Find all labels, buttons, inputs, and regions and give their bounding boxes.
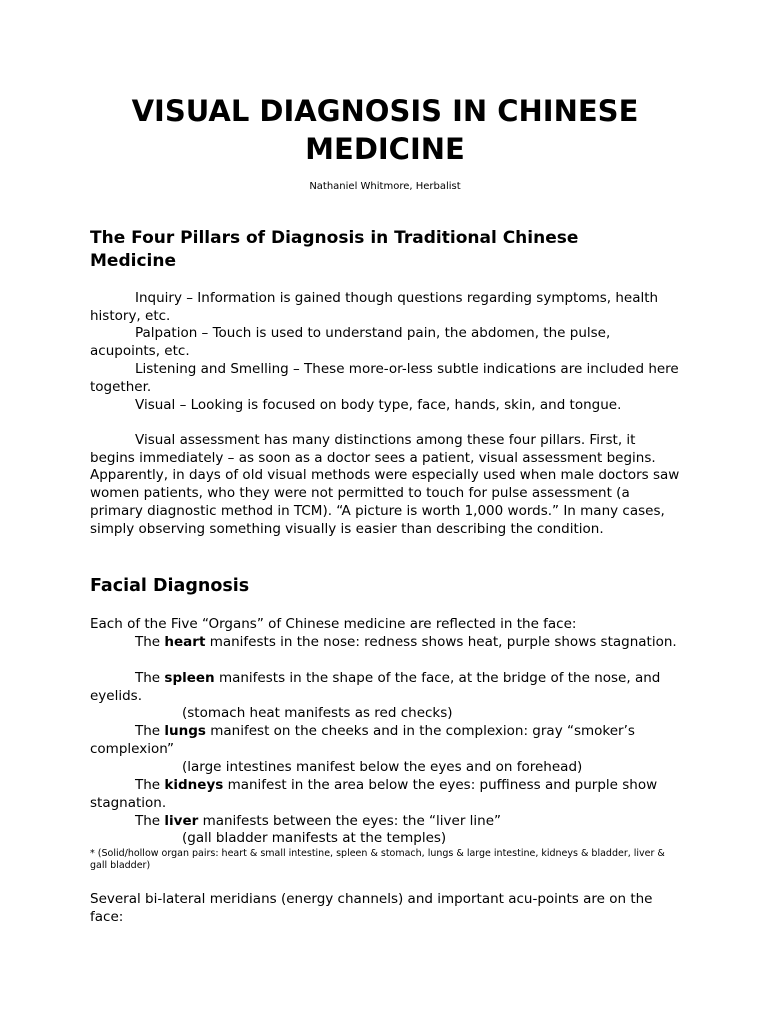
closing-paragraph: Several bi-lateral meridians (energy channels) and important acu-points are on the face: xyxy=(90,891,653,925)
visual-assessment-paragraph: Visual assessment has many distinctions among these four pillars. First, it begins immediately – as soon as a doctor sees a patient, visual assessment begins. Apparently, in days of old visual methods were especially used when male doctors saw women patients, who they were not permitted to touch for pulse assessment (a primary diagnostic method in TCM). “A picture is worth 1,000 words.” In many cases, simply observing something visually is easier than describing the condition. xyxy=(90,432,680,537)
document-page xyxy=(90,0,680,1024)
pillar-listening-smelling: Listening and Smelling – These more-or-less subtle indications are included here together. xyxy=(90,361,679,395)
organ-kidneys: The kidneys manifest in the area below the eyes: puffiness and purple show stagnation. xyxy=(90,777,658,811)
pillar-visual: Visual – Looking is focused on body type, face, hands, skin, and tongue. xyxy=(135,397,622,413)
organ-liver: The liver manifests between the eyes: the “liver line” xyxy=(135,813,502,829)
section-heading-four-pillars: The Four Pillars of Diagnosis in Traditional Chinese Medicine xyxy=(90,228,579,271)
organ-heart: The heart manifests in the nose: redness shows heat, purple shows stagnation. xyxy=(135,634,677,650)
organ-spleen-note: (stomach heat manifests as red checks) xyxy=(182,705,453,721)
pillar-palpation: Palpation – Touch is used to understand pain, the abdomen, the pulse, acupoints, etc. xyxy=(90,325,611,359)
organ-lungs: The lungs manifest on the cheeks and in the complexion: gray “smoker’s complexion” xyxy=(90,723,635,757)
organ-name-heart: heart xyxy=(164,634,206,650)
document-title: VISUAL DIAGNOSIS IN CHINESE MEDICINE xyxy=(131,94,639,166)
organ-name-liver: liver xyxy=(164,813,199,829)
author-line: Nathaniel Whitmore, Herbalist xyxy=(309,181,461,192)
organ-name-kidneys: kidneys xyxy=(164,777,224,793)
organ-liver-note: (gall bladder manifests at the temples) xyxy=(182,830,447,846)
footnote-organ-pairs: * (Solid/hollow organ pairs: heart & small intestine, spleen & stomach, lungs & large intestine, kidneys & bladder, liver & gall bladder) xyxy=(90,848,665,871)
organ-spleen: The spleen manifests in the shape of the face, at the bridge of the nose, and eyelids. xyxy=(90,670,661,704)
organ-name-lungs: lungs xyxy=(164,723,206,739)
organ-name-spleen: spleen xyxy=(164,670,215,686)
pillar-inquiry: Inquiry – Information is gained though questions regarding symptoms, health history, etc. xyxy=(90,290,659,324)
organ-lungs-note: (large intestines manifest below the eyes and on forehead) xyxy=(182,759,583,775)
section-heading-facial-diagnosis: Facial Diagnosis xyxy=(90,576,250,596)
facial-intro: Each of the Five “Organs” of Chinese medicine are reflected in the face: xyxy=(90,616,577,632)
